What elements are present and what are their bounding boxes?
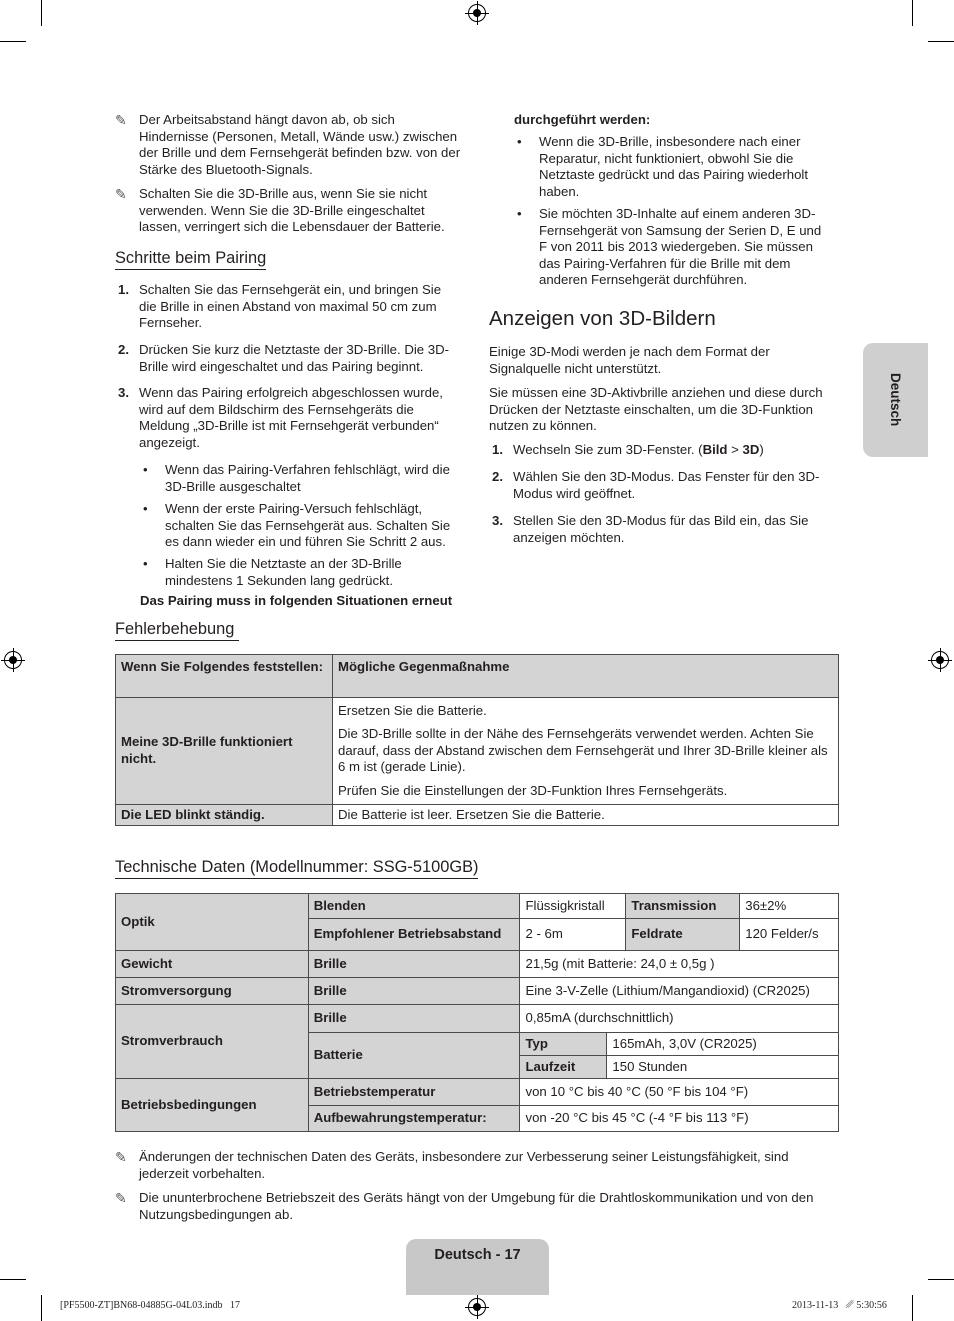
step-number: 2. <box>118 342 129 357</box>
registration-mark-icon <box>931 651 949 669</box>
anzeigen-step <box>489 513 829 546</box>
situation-text-cont: durchgeführt werden: <box>514 112 651 127</box>
anzeigen-step <box>489 469 829 502</box>
spec-value: 36±2% <box>740 894 839 919</box>
crop-mark <box>0 41 26 42</box>
note-text: Die ununterbrochene Betriebszeit des Geräts hängt von der Umgebung für die Drahtloskommunikation und von den Nutzungsbedingungen ab. <box>139 1190 814 1222</box>
registration-mark-icon <box>468 1298 486 1316</box>
step-text: Wählen Sie den 3D-Modus. Das Fenster für den 3D-Modus wird geöffnet. <box>513 469 820 501</box>
side-tab-label: Deutsch <box>888 373 903 427</box>
note <box>115 1149 830 1182</box>
problem-cell: Die LED blinkt ständig. <box>116 805 333 826</box>
crop-mark <box>912 1295 913 1321</box>
spec-sublabel: Transmission <box>626 894 740 919</box>
troubleshooting-table <box>115 654 839 826</box>
step-number: 2. <box>492 469 503 484</box>
step-text: Stellen Sie den 3D-Modus für das Bild ein, das Sie anzeigen möchten. <box>513 513 809 545</box>
fix-text: Prüfen Sie die Einstellungen der 3D-Funktion Ihres Fernsehgeräts. <box>338 782 728 798</box>
note-text: Schalten Sie die 3D-Brille aus, wenn Sie sie nicht verwenden. Wenn Sie die 3D-Brille eingeschaltet lassen, verringert sich die Lebensdauer der Batterie. <box>139 186 445 235</box>
spec-value: Eine 3-V-Zelle (Lithium/Mangandioxid) (CR2025) <box>520 978 839 1005</box>
note-icon: ✎ <box>115 1149 127 1165</box>
print-meta-left: [PF5500-ZT]BN68-04885G-04L03.indb 17 <box>60 1300 240 1311</box>
spec-label: Gewicht <box>116 951 309 978</box>
page-footer-tab <box>406 1239 549 1295</box>
note <box>115 1190 830 1223</box>
note-icon: ✎ <box>115 112 127 128</box>
bullet-icon: • <box>143 556 148 571</box>
spec-value: von -20 °C bis 45 °C (-4 °F bis 113 °F) <box>520 1106 839 1132</box>
crop-mark <box>912 0 913 26</box>
registration-mark-icon <box>468 4 486 22</box>
crop-mark <box>928 41 954 42</box>
spec-sublabel: Aufbewahrungstemperatur: <box>308 1106 520 1132</box>
spec-label: Stromverbrauch <box>116 1005 309 1079</box>
spec-value: 21,5g (mit Batterie: 24,0 ± 0,5g ) <box>520 951 839 978</box>
spec-value: 165mAh, 3,0V (CR2025) <box>607 1033 839 1056</box>
spec-sublabel: Brille <box>308 951 520 978</box>
bullet-icon: • <box>517 206 522 221</box>
step-number: 3. <box>492 513 503 528</box>
step-number: 1. <box>118 282 129 297</box>
pairing-bullet <box>140 501 465 551</box>
anzeigen-heading: Anzeigen von 3D-Bildern <box>489 307 716 330</box>
step-text: Schalten Sie das Fernsehgerät ein, und bringen Sie die Brille in einen Abstand von maximal 50 cm zum Fernseher. <box>139 282 442 331</box>
page-number: Deutsch - 17 <box>434 1247 521 1263</box>
fehler-heading: Fehlerbehebung <box>115 619 239 641</box>
bullet-text: Wenn die 3D-Brille, insbesondere nach einer Reparatur, nicht funktioniert, obwohl Sie die Netztaste gedrückt und das Pairing wiederholt haben. <box>539 134 809 199</box>
bullet-text: Wenn der erste Pairing-Versuch fehlschlägt, schalten Sie das Fernsehgerät aus. Schalten Sie es dann wieder ein und führen Sie Schritt 2 aus. <box>165 501 451 550</box>
crop-mark <box>41 1295 42 1321</box>
step-text: Wenn das Pairing erfolgreich abgeschlossen wurde, wird auf dem Bildschirm des Fernsehgeräts die Meldung „3D-Brille ist mit Fernsehgerät verbunden“ angezeigt. <box>139 385 443 450</box>
note <box>115 112 465 178</box>
col-header: Wenn Sie Folgendes feststellen: <box>116 655 333 698</box>
note-text: Änderungen der technischen Daten des Geräts, insbesondere zur Verbesserung seiner Leistungsfähigkeit, sind jederzeit vorbehalten. <box>139 1149 789 1181</box>
note-icon: ✎ <box>115 186 127 202</box>
bullet-text: Sie möchten 3D-Inhalte auf einem anderen 3D-Fernsehgerät von Samsung der Serien D, E und F von 2011 bis 2013 wiedergeben. Sie müssen das Pairing-Verfahren für die Brille mit dem anderen Fernsehgerät durchführen. <box>539 206 822 288</box>
step-text: Drücken Sie kurz die Netztaste der 3D-Brille. Die 3D-Brille wird eingeschaltet und das Pairing beginnt. <box>139 342 450 374</box>
situation-bullet <box>514 206 824 289</box>
spec-value: 2 - 6m <box>520 919 626 951</box>
anzeigen-step <box>489 442 829 459</box>
pairing-bullet <box>140 556 465 589</box>
spec-sublabel: Typ <box>520 1033 607 1056</box>
step-text-end: ) <box>759 442 764 457</box>
spec-sublabel: Laufzeit <box>520 1056 607 1079</box>
pairing-step <box>115 385 460 451</box>
spec-value: 120 Felder/s <box>740 919 839 951</box>
col-header: Mögliche Gegenmaßnahme <box>333 655 839 698</box>
spec-sublabel: Betriebstemperatur <box>308 1079 520 1106</box>
situation-bullet <box>514 134 824 200</box>
spec-label: Optik <box>116 894 309 951</box>
spec-sublabel: Brille <box>308 978 520 1005</box>
spec-sublabel: Brille <box>308 1005 520 1033</box>
spec-sublabel: Feldrate <box>626 919 740 951</box>
spec-table <box>115 893 839 1132</box>
spec-value: 0,85mA (durchschnittlich) <box>520 1005 839 1033</box>
note-text: Der Arbeitsabstand hängt davon ab, ob sich Hindernisse (Personen, Metall, Wände usw.) zwischen der Brille und dem Fernsehgerät befinden bzw. von der Stärke des Bluetooth-Signals. <box>139 112 461 177</box>
tech-heading: Technische Daten (Modellnummer: SSG-5100GB) <box>115 857 478 879</box>
crop-mark <box>928 1279 954 1280</box>
spec-label: Stromversorgung <box>116 978 309 1005</box>
menu-3d: 3D <box>742 442 760 457</box>
note <box>115 186 465 236</box>
language-side-tab <box>863 343 928 457</box>
step-number: 3. <box>118 385 129 400</box>
step-number: 1. <box>492 442 503 457</box>
spec-value: 150 Stunden <box>607 1056 839 1079</box>
step-text: Wechseln Sie zum 3D-Fenster. ( <box>513 442 703 457</box>
problem-cell: Meine 3D-Brille funktioniert nicht. <box>116 698 333 805</box>
spec-label: Betriebsbedingungen <box>116 1079 309 1132</box>
menu-separator: > <box>727 442 743 457</box>
crop-mark <box>41 0 42 26</box>
spec-value: Flüssigkristall <box>520 894 626 919</box>
pairing-heading: Schritte beim Pairing <box>115 248 266 270</box>
note-icon: ✎ <box>115 1190 127 1206</box>
spec-sublabel: Empfohlener Betriebsabstand <box>308 919 520 951</box>
situation-text: Das Pairing muss in folgenden Situationen erneut <box>140 593 453 608</box>
fix-text: Ersetzen Sie die Batterie. <box>338 702 487 718</box>
bullet-icon: • <box>517 134 522 149</box>
crop-mark <box>0 1279 26 1280</box>
bullet-icon: • <box>143 462 148 477</box>
bullet-text: Wenn das Pairing-Verfahren fehlschlägt, wird die 3D-Brille ausgeschaltet <box>165 462 450 494</box>
fix-text: Die 3D-Brille sollte in der Nähe des Fernsehgeräts verwendet werden. Achten Sie darauf, dass der Abstand zwischen dem Fernsehgerät und Ihrer 3D-Brille kleiner als 6 m ist (gerade Linie). <box>338 726 828 775</box>
menu-bild: Bild <box>702 442 728 457</box>
spec-value: von 10 °C bis 40 °C (50 °F bis 104 °F) <box>520 1079 839 1106</box>
print-meta-right: 2013-11-13 ␥ 5:30:56 <box>792 1300 887 1311</box>
pairing-bullet <box>140 462 465 495</box>
fix-cell <box>333 698 839 805</box>
anzeigen-para: Sie müssen eine 3D-Aktivbrille anziehen und diese durch Drücken der Netztaste einschalten, um die 3D-Funktion nutzen zu können. <box>489 385 823 434</box>
spec-sublabel: Blenden <box>308 894 520 919</box>
bullet-text: Halten Sie die Netztaste an der 3D-Brille mindestens 1 Sekunden lang gedrückt. <box>165 556 402 588</box>
spec-sublabel: Batterie <box>308 1033 520 1079</box>
pairing-step <box>115 342 460 375</box>
pairing-step <box>115 282 460 332</box>
fix-cell: Die Batterie ist leer. Ersetzen Sie die Batterie. <box>333 805 839 826</box>
anzeigen-para: Einige 3D-Modi werden je nach dem Format der Signalquelle nicht unterstützt. <box>489 344 770 376</box>
registration-mark-icon <box>4 651 22 669</box>
bullet-icon: • <box>143 501 148 516</box>
